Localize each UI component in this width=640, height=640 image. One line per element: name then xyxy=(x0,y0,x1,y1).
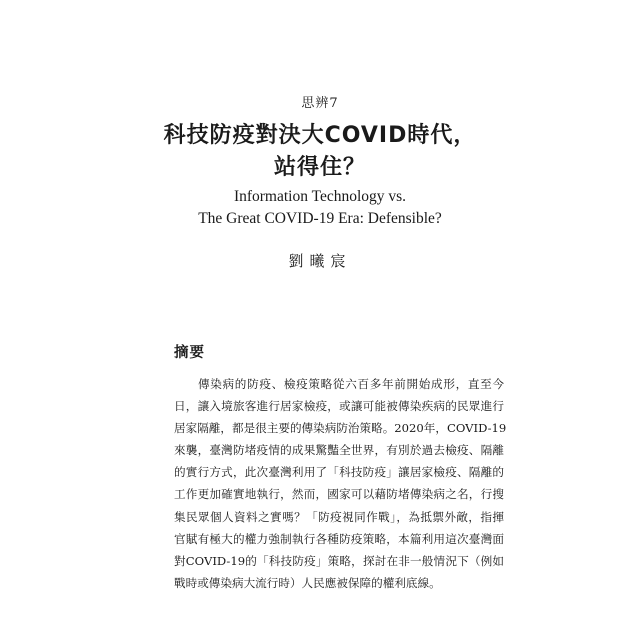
abstract-line: 傳染病的防疫、檢疫策略從六百多年前開始成形，直至今 xyxy=(198,377,504,391)
chinese-title-line-1: 科技防疫對決大COVID時代， xyxy=(163,123,477,148)
english-title-line-1: Information Technology vs. xyxy=(233,188,407,205)
abstract-line: 對COVID-19的「科技防疫」策略，探討在非一般情況下（例如 xyxy=(174,553,504,568)
abstract-heading: 摘要 xyxy=(174,345,205,361)
chinese-title-line-2: 站得住？ xyxy=(273,155,366,180)
chinese-title xyxy=(0,120,640,184)
abstract-line: 來襲，臺灣防堵疫情的成果驚豔全世界，有別於過去檢疫、隔離 xyxy=(174,443,504,458)
chapter-label: 思辨7 xyxy=(301,96,339,111)
abstract-body xyxy=(174,373,507,594)
english-title-line-2: The Great COVID-19 Era: Defensible? xyxy=(198,210,442,227)
abstract-line: 居家隔離，都是很主要的傳染病防治策略。2020年，COVID-19 xyxy=(174,421,507,436)
abstract-line: 戰時或傳染病大流行時）人民應被保障的權利底線。 xyxy=(174,575,441,590)
abstract-line: 工作更加確實地執行，然而，國家可以藉防堵傳染病之名，行搜 xyxy=(174,487,504,502)
author-name: 劉曦宸 xyxy=(288,252,352,270)
abstract-line: 官賦有極大的權力強制執行各種防疫策略，本篇利用這次臺灣面 xyxy=(174,531,504,546)
abstract-line: 集民眾個人資料之實嗎？「防疫視同作戰」，為抵禦外敵，指揮 xyxy=(174,509,504,524)
english-title xyxy=(0,186,640,230)
abstract-line: 的實行方式，此次臺灣利用了「科技防疫」讓居家檢疫、隔離的 xyxy=(174,465,504,480)
abstract-line: 日，讓入境旅客進行居家檢疫，或讓可能被傳染疾病的民眾進行 xyxy=(174,399,504,414)
